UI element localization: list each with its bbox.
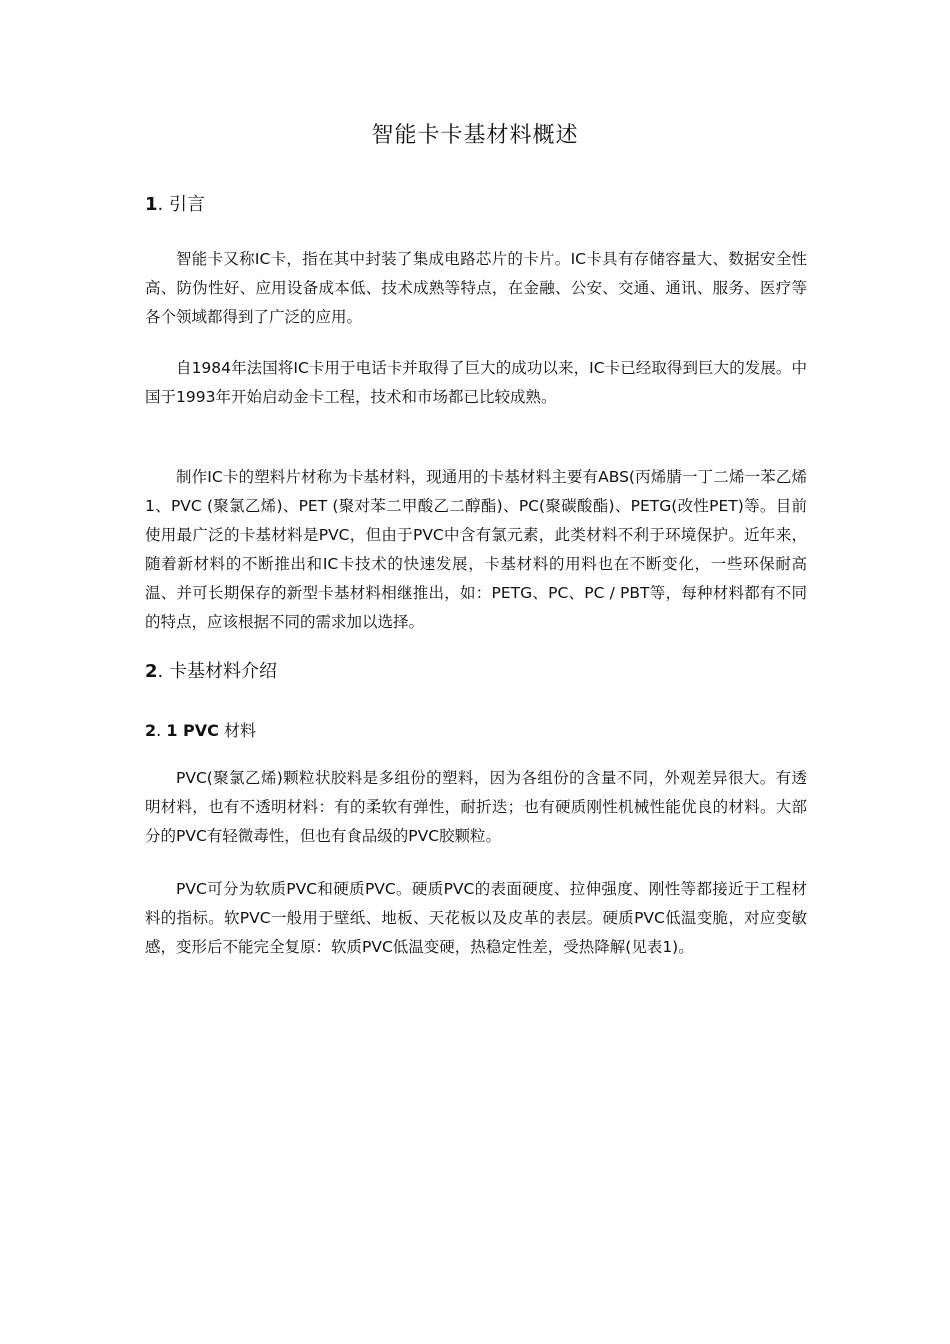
section-heading-1 bbox=[145, 190, 205, 216]
paragraph-intro-1: 智能卡又称IC卡，指在其中封装了集成电路芯片的卡片。IC卡具有存储容量大、数据安全性高、防伪性好、应用设备成本低、技术成熟等特点，在金融、公安、交通、通讯、服务、医疗等各个领域都得到了广泛的应用。 bbox=[145, 250, 807, 326]
subsection-number: 2 bbox=[145, 721, 157, 740]
section-title: 引言 bbox=[169, 194, 205, 215]
paragraph-pvc-1: PVC(聚氯乙烯)颗粒状胶料是多组份的塑料，因为各组份的含量不同，外观差异很大。有透明材料，也有不透明材料：有的柔软有弹性，耐折迭；也有硬质刚性机械性能优良的材料。大部分的PVC有轻微毒性，但也有食品级的PVC胶颗粒。 bbox=[145, 769, 807, 845]
section-sep: . bbox=[157, 661, 164, 682]
section-number: 2 bbox=[145, 661, 158, 682]
subsection-title: 材料 bbox=[223, 721, 256, 740]
subsection-heading-2-1 bbox=[145, 718, 256, 741]
paragraph-intro-3: 制作IC卡的塑料片材称为卡基材料，现通用的卡基材料主要有ABS(丙烯腈一丁二烯一苯乙烯1、PVC (聚氯乙烯)、PET (聚对苯二甲酸乙二醇酯)、PC(聚碳酸酯)、PETG(改性PET)等。目前使用最广泛的卡基材料是PVC，但由于PVC中含有氯元素，此类材料不利于环境保护。近年来，随着新材料的不断推出和IC卡技术的快速发展，卡基材料的用料也在不断变化，一些环保耐高温、并可长期保存的新型卡基材料相继推出，如：PETG、PC、PC / PBT等，每种材料都有不同的特点，应该根据不同的需求加以选择。 bbox=[145, 468, 807, 631]
section-sep: . bbox=[157, 194, 164, 215]
subsection-number-2: 1 PVC bbox=[166, 721, 219, 740]
subsection-sep: . bbox=[156, 721, 162, 740]
paragraph-pvc-2: PVC可分为软质PVC和硬质PVC。硬质PVC的表面硬度、拉伸强度、刚性等都接近于工程材料的指标。软PVC一般用于壁纸、地板、天花板以及皮革的表层。硬质PVC低温变脆，对应变敏感，变形后不能完全复原：软质PVC低温变硬，热稳定性差，受热降解(见表1)。 bbox=[145, 880, 807, 956]
section-number: 1 bbox=[145, 194, 158, 215]
page-title: 智能卡卡基材料概述 bbox=[371, 123, 579, 148]
paragraph-intro-2: 自1984年法国将IC卡用于电话卡并取得了巨大的成功以来，IC卡已经取得到巨大的发展。中国于1993年开始启动金卡工程，技术和市场都已比较成熟。 bbox=[145, 359, 807, 406]
section-title: 卡基材料介绍 bbox=[169, 661, 277, 682]
section-heading-2 bbox=[145, 657, 277, 683]
